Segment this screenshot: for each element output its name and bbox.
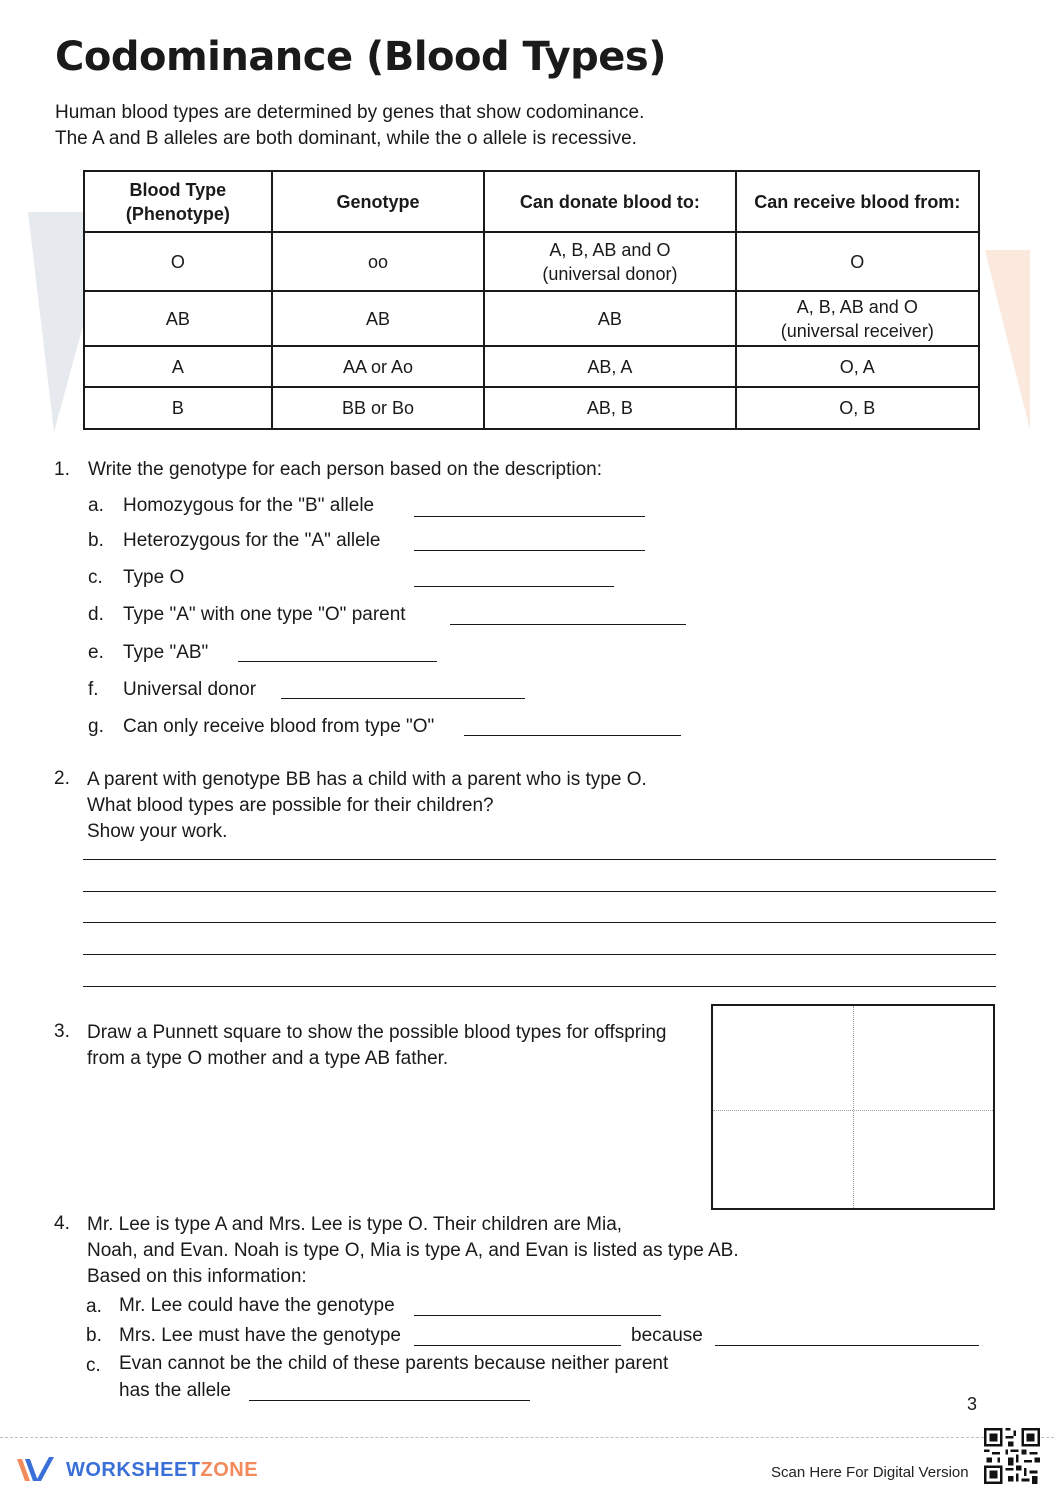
header-phenotype: Blood Type (Phenotype) bbox=[84, 171, 272, 232]
answer-blank-1f[interactable] bbox=[281, 698, 525, 699]
qr-code-icon[interactable] bbox=[984, 1428, 1040, 1484]
q1-item-letter: c. bbox=[88, 567, 103, 588]
question-3-text: Draw a Punnett square to show the possible blood types for offspring from a type O mother and a type AB father. bbox=[87, 1022, 667, 1069]
answer-blank-4a[interactable] bbox=[414, 1315, 661, 1316]
table-row bbox=[84, 346, 979, 387]
punnett-divider-horizontal bbox=[713, 1110, 993, 1111]
q4b-text: Mrs. Lee must have the genotype bbox=[119, 1325, 401, 1346]
answer-blank-4b-reason[interactable] bbox=[715, 1345, 979, 1346]
q1-item-letter: g. bbox=[88, 716, 104, 737]
page-title: Codominance (Blood Types) bbox=[55, 34, 667, 80]
table-row bbox=[84, 291, 979, 346]
answer-blank-1a[interactable] bbox=[414, 516, 645, 517]
intro-line: The A and B alleles are both dominant, while the o allele is recessive. bbox=[55, 128, 637, 149]
cell-receive: O bbox=[736, 232, 979, 291]
work-line[interactable] bbox=[83, 891, 996, 892]
q1-item-text: Type O bbox=[123, 567, 185, 588]
cell-phenotype: O bbox=[84, 232, 272, 291]
q4-item-letter: c. bbox=[86, 1355, 101, 1376]
q1-item-letter: e. bbox=[88, 642, 104, 663]
header-can-donate: Can donate blood to: bbox=[484, 171, 735, 232]
cell-donate: AB bbox=[484, 291, 735, 346]
cell-donate: AB, B bbox=[484, 387, 735, 429]
work-line[interactable] bbox=[83, 986, 996, 987]
cell-phenotype: A bbox=[84, 346, 272, 387]
cell-genotype: AB bbox=[272, 291, 485, 346]
q1-item-letter: f. bbox=[88, 679, 99, 700]
question-2-text: A parent with genotype BB has a child with a parent who is type O. What blood types are possible for their children? Show your work. bbox=[87, 769, 647, 842]
answer-blank-1c[interactable] bbox=[414, 586, 614, 587]
cell-genotype: oo bbox=[272, 232, 485, 291]
header-can-receive: Can receive blood from: bbox=[736, 171, 979, 232]
question-4-number: 4. bbox=[54, 1213, 70, 1234]
q4a-text: Mr. Lee could have the genotype bbox=[119, 1295, 395, 1316]
q1-item-text: Can only receive blood from type "O" bbox=[123, 716, 435, 737]
intro-line: Human blood types are determined by genes that show codominance. bbox=[55, 102, 645, 123]
punnett-square-box[interactable] bbox=[711, 1004, 995, 1210]
question-4-text: Mr. Lee is type A and Mrs. Lee is type O. Their children are Mia, Noah, and Evan. Noah is type O, Mia is type A, and Evan is listed as type AB. Based on this information: bbox=[87, 1214, 739, 1287]
question-1-number: 1. bbox=[54, 459, 70, 480]
q4-item-letter: a. bbox=[86, 1296, 102, 1317]
intro-text bbox=[55, 100, 644, 152]
answer-blank-1e[interactable] bbox=[238, 661, 437, 662]
work-line[interactable] bbox=[83, 954, 996, 955]
cell-receive: O, B bbox=[736, 387, 979, 429]
q1-item-letter: b. bbox=[88, 530, 104, 551]
table-row bbox=[84, 387, 979, 429]
blood-type-table bbox=[83, 170, 980, 430]
answer-blank-1g[interactable] bbox=[464, 735, 681, 736]
cell-phenotype: B bbox=[84, 387, 272, 429]
q1-item-text: Heterozygous for the "A" allele bbox=[123, 530, 381, 551]
work-line[interactable] bbox=[83, 859, 996, 860]
q4b-because-label: because bbox=[631, 1325, 703, 1346]
q1-item-text: Universal donor bbox=[123, 679, 257, 700]
decorative-shape-right bbox=[985, 250, 1030, 430]
cell-genotype: BB or Bo bbox=[272, 387, 485, 429]
cell-donate: A, B, AB and O (universal donor) bbox=[484, 232, 735, 291]
worksheetzone-logo-icon bbox=[16, 1455, 56, 1483]
punnett-divider-vertical bbox=[853, 1006, 854, 1208]
cell-receive: O, A bbox=[736, 346, 979, 387]
q1-item-text: Type "AB" bbox=[123, 642, 209, 663]
header-genotype: Genotype bbox=[272, 171, 485, 232]
cell-phenotype: AB bbox=[84, 291, 272, 346]
table-row bbox=[84, 232, 979, 291]
cell-receive: A, B, AB and O (universal receiver) bbox=[736, 291, 979, 346]
q1-item-text: Homozygous for the "B" allele bbox=[123, 495, 375, 516]
scan-caption: Scan Here For Digital Version bbox=[771, 1464, 969, 1481]
q4c-text-line1: Evan cannot be the child of these parents because neither parent bbox=[119, 1353, 669, 1374]
work-line[interactable] bbox=[83, 922, 996, 923]
answer-blank-4b[interactable] bbox=[414, 1345, 621, 1346]
q4-item-letter: b. bbox=[86, 1325, 102, 1346]
q4c-text-line2: has the allele bbox=[119, 1380, 231, 1401]
table-header-row bbox=[84, 171, 979, 232]
cell-donate: AB, A bbox=[484, 346, 735, 387]
footer-divider bbox=[0, 1437, 1054, 1438]
q1-item-letter: a. bbox=[88, 495, 104, 516]
answer-blank-4c[interactable] bbox=[249, 1400, 530, 1401]
answer-blank-1d[interactable] bbox=[450, 624, 686, 625]
brand-name: WORKSHEETZONE bbox=[66, 1459, 259, 1481]
question-3-number: 3. bbox=[54, 1021, 70, 1042]
q1-item-letter: d. bbox=[88, 604, 104, 625]
question-1-text: Write the genotype for each person based on the description: bbox=[88, 459, 603, 480]
question-2-number: 2. bbox=[54, 768, 70, 789]
q1-item-text: Type "A" with one type "O" parent bbox=[123, 604, 406, 625]
page-number: 3 bbox=[967, 1394, 978, 1414]
cell-genotype: AA or Ao bbox=[272, 346, 485, 387]
answer-blank-1b[interactable] bbox=[414, 550, 645, 551]
